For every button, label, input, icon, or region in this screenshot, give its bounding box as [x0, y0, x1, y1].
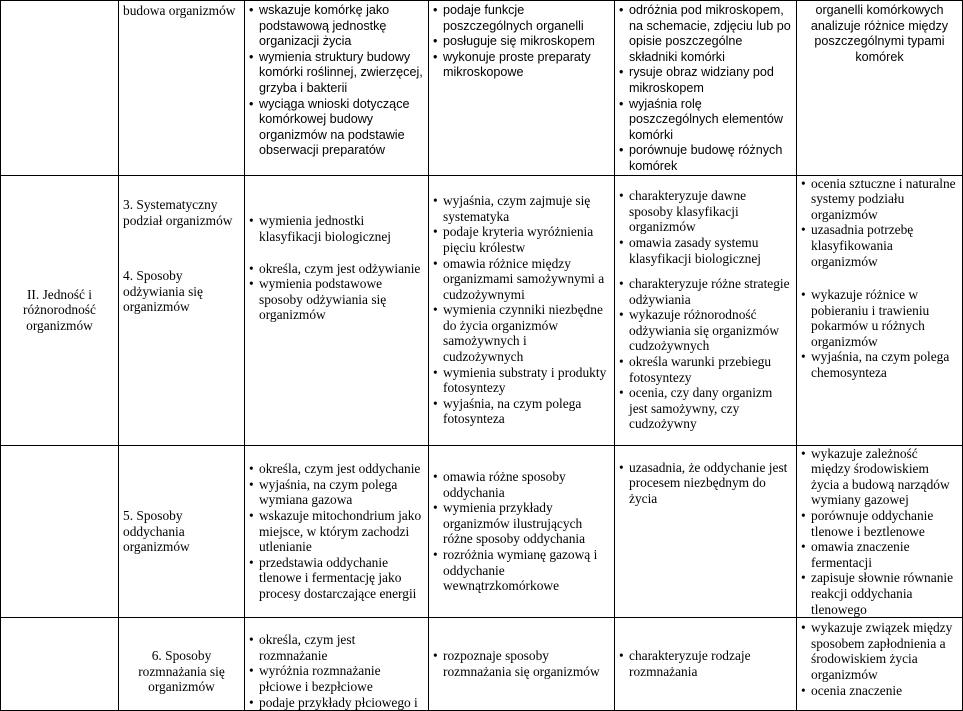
requirements-text: organelli komórkowych analizuje różnice między poszczególnymi typami komórek	[810, 3, 949, 64]
list-item: • wyjaśnia rolę poszczególnych elementów komórki	[619, 97, 792, 144]
list-item: • wyciąga wnioski dotyczące komórkowej budowy organizmów na podstawie obserwacji preparatów	[249, 97, 424, 159]
list-item: • charakteryzuje różne strategie odżywiania	[619, 276, 792, 307]
requirements-basic	[245, 175, 429, 445]
requirements-full	[615, 618, 797, 711]
requirements-list	[619, 648, 792, 679]
topic-label: 6. Sposoby rozmnażania się organizmów	[138, 648, 225, 695]
requirements-list	[619, 3, 792, 175]
section-cell-empty	[1, 1, 119, 176]
requirements-extended	[429, 175, 615, 445]
list-item: • określa, czym jest oddychanie	[249, 461, 424, 477]
list-item: • wymienia jednostki klasyfikacji biologicznej	[249, 213, 424, 244]
requirements-full	[615, 175, 797, 445]
row-budowa	[1, 1, 963, 176]
row-topic-3-4	[1, 175, 963, 445]
requirements-list	[249, 213, 424, 244]
requirements-basic	[245, 618, 429, 711]
list-item: • charakteryzuje dawne sposoby klasyfikacji organizmów	[619, 188, 792, 235]
requirements-extended	[429, 1, 615, 176]
requirements-list	[433, 648, 610, 679]
requirements-list	[249, 632, 424, 710]
topic-label: 3. Systematyczny podział organizmów	[123, 197, 233, 228]
requirements-list	[801, 620, 958, 698]
list-item: • rysuje obraz widziany pod mikroskopem	[619, 65, 792, 96]
requirements-excellent	[797, 618, 963, 711]
list-item: • charakteryzuje rodzaje rozmnażania	[619, 648, 792, 679]
list-item: • wyróżnia rozmnażanie płciowe i bezpłciowe	[249, 663, 424, 694]
list-item: • określa, czym jest odżywianie	[249, 261, 424, 277]
requirements-basic	[245, 445, 429, 618]
list-item: • wyjaśnia, na czym polega fotosynteza	[433, 396, 610, 427]
requirements-list	[801, 287, 958, 381]
section-cell-empty	[1, 445, 119, 618]
list-item: • posługuje się mikroskopem	[433, 34, 610, 50]
requirements-excellent	[797, 445, 963, 618]
list-item: • wymienia struktury budowy komórki roślinnej, zwierzęcej, grzyba i bakterii	[249, 50, 424, 97]
list-item: • odróżnia pod mikroskopem, na schemacie, zdjęciu lub po opisie poszczególne składniki komórki	[619, 3, 792, 65]
list-item: • omawia zasady systemu klasyfikacji biologicznej	[619, 235, 792, 266]
list-item: • wykazuje różnice w pobieraniu i trawieniu pokarmów u różnych organizmów	[801, 287, 958, 349]
list-item: • porównuje budowę różnych komórek	[619, 143, 792, 174]
requirements-list	[249, 261, 424, 323]
list-item: • wskazuje komórkę jako podstawową jednostkę organizacji życia	[249, 3, 424, 50]
requirements-list	[801, 176, 958, 270]
list-item: • wyjaśnia, na czym polega wymiana gazowa	[249, 477, 424, 508]
list-item: • wymienia przykłady organizmów ilustrujących różne sposoby oddychania	[433, 500, 610, 547]
list-item: • wymienia substraty i produkty fotosyntezy	[433, 365, 610, 396]
list-item: • wykazuje różnorodność odżywiania się organizmów cudzożywnych	[619, 307, 792, 354]
requirements-list	[433, 193, 610, 427]
list-item: • uzasadnia, że oddychanie jest procesem niezbędnym do życia	[619, 460, 792, 507]
requirements-list	[619, 276, 792, 432]
list-item: • zapisuje słownie równanie reakcji oddychania tlenowego	[801, 570, 958, 617]
list-item: • rozpoznaje sposoby rozmnażania się organizmów	[433, 648, 610, 679]
list-item: • rozróżnia wymianę gazową i oddychanie wewnątrzkomórkowe	[433, 547, 610, 594]
topic-label: budowa organizmów	[123, 3, 236, 18]
topic-cell	[119, 175, 245, 445]
requirements-list	[433, 3, 610, 81]
requirements-basic	[245, 1, 429, 176]
list-item: • omawia różnice między organizmami samożywnymi a cudzożywnymi	[433, 256, 610, 303]
topic-cell	[119, 445, 245, 618]
list-item: • wykonuje proste preparaty mikroskopowe	[433, 50, 610, 81]
requirements-excellent	[797, 175, 963, 445]
list-item: • wyjaśnia, czym zajmuje się systematyka	[433, 193, 610, 224]
section-cell-empty	[1, 618, 119, 711]
requirements-full	[615, 445, 797, 618]
requirements-full	[615, 1, 797, 176]
list-item: • wskazuje mitochondrium jako miejsce, w którym zachodzi utlenianie	[249, 508, 424, 555]
requirements-extended	[429, 618, 615, 711]
list-item: • podaje funkcje poszczególnych organelli	[433, 3, 610, 34]
list-item: • określa warunki przebiegu fotosyntezy	[619, 354, 792, 385]
topic-label: 4. Sposoby odżywiania się organizmów	[123, 268, 203, 315]
list-item: • omawia znaczenie fermentacji	[801, 539, 958, 570]
list-item: • ocenia sztuczne i naturalne systemy podziału organizmów	[801, 176, 958, 223]
topic-label: 5. Sposoby oddychania organizmów	[123, 508, 190, 555]
topic-cell	[119, 1, 245, 176]
list-item: • wyjaśnia, na czym polega chemosynteza	[801, 349, 958, 380]
list-item: • wymienia czynniki niezbędne do życia organizmów samożywnych i cudzożywnych	[433, 302, 610, 364]
requirements-extended	[429, 445, 615, 618]
requirements-list	[433, 469, 610, 594]
requirements-excellent	[797, 1, 963, 176]
requirements-list	[249, 461, 424, 601]
topic-cell	[119, 618, 245, 711]
list-item: • podaje kryteria wyróżnienia pięciu królestw	[433, 224, 610, 255]
list-item: • wykazuje zależność między środowiskiem życia a budową narządów wymiany gazowej	[801, 446, 958, 508]
list-item: • porównuje oddychanie tlenowe i beztlenowe	[801, 508, 958, 539]
list-item: • omawia różne sposoby oddychania	[433, 469, 610, 500]
requirements-list	[619, 188, 792, 266]
list-item: • przedstawia oddychanie tlenowe i fermentację jako procesy dostarczające energii	[249, 555, 424, 602]
list-item: • ocenia, czy dany organizm jest samożywny, czy cudzożywny	[619, 385, 792, 432]
row-topic-5	[1, 445, 963, 618]
requirements-list	[619, 460, 792, 507]
list-item: • wykazuje związek między sposobem zapłodnienia a środowiskiem życia organizmów	[801, 620, 958, 682]
row-topic-6	[1, 618, 963, 711]
requirements-list	[801, 446, 958, 618]
list-item: • uzasadnia potrzebę klasyfikowania organizmów	[801, 222, 958, 269]
list-item: • podaje przykłady płciowego i	[249, 695, 424, 711]
list-item: • wymienia podstawowe sposoby odżywiania się organizmów	[249, 276, 424, 323]
section-title-cell	[1, 175, 119, 445]
list-item: • ocenia znaczenie	[801, 683, 958, 699]
section-title: II. Jedność i różnorodność organizmów	[23, 286, 96, 333]
list-item: • określa, czym jest rozmnażanie	[249, 632, 424, 663]
requirements-list	[249, 3, 424, 159]
